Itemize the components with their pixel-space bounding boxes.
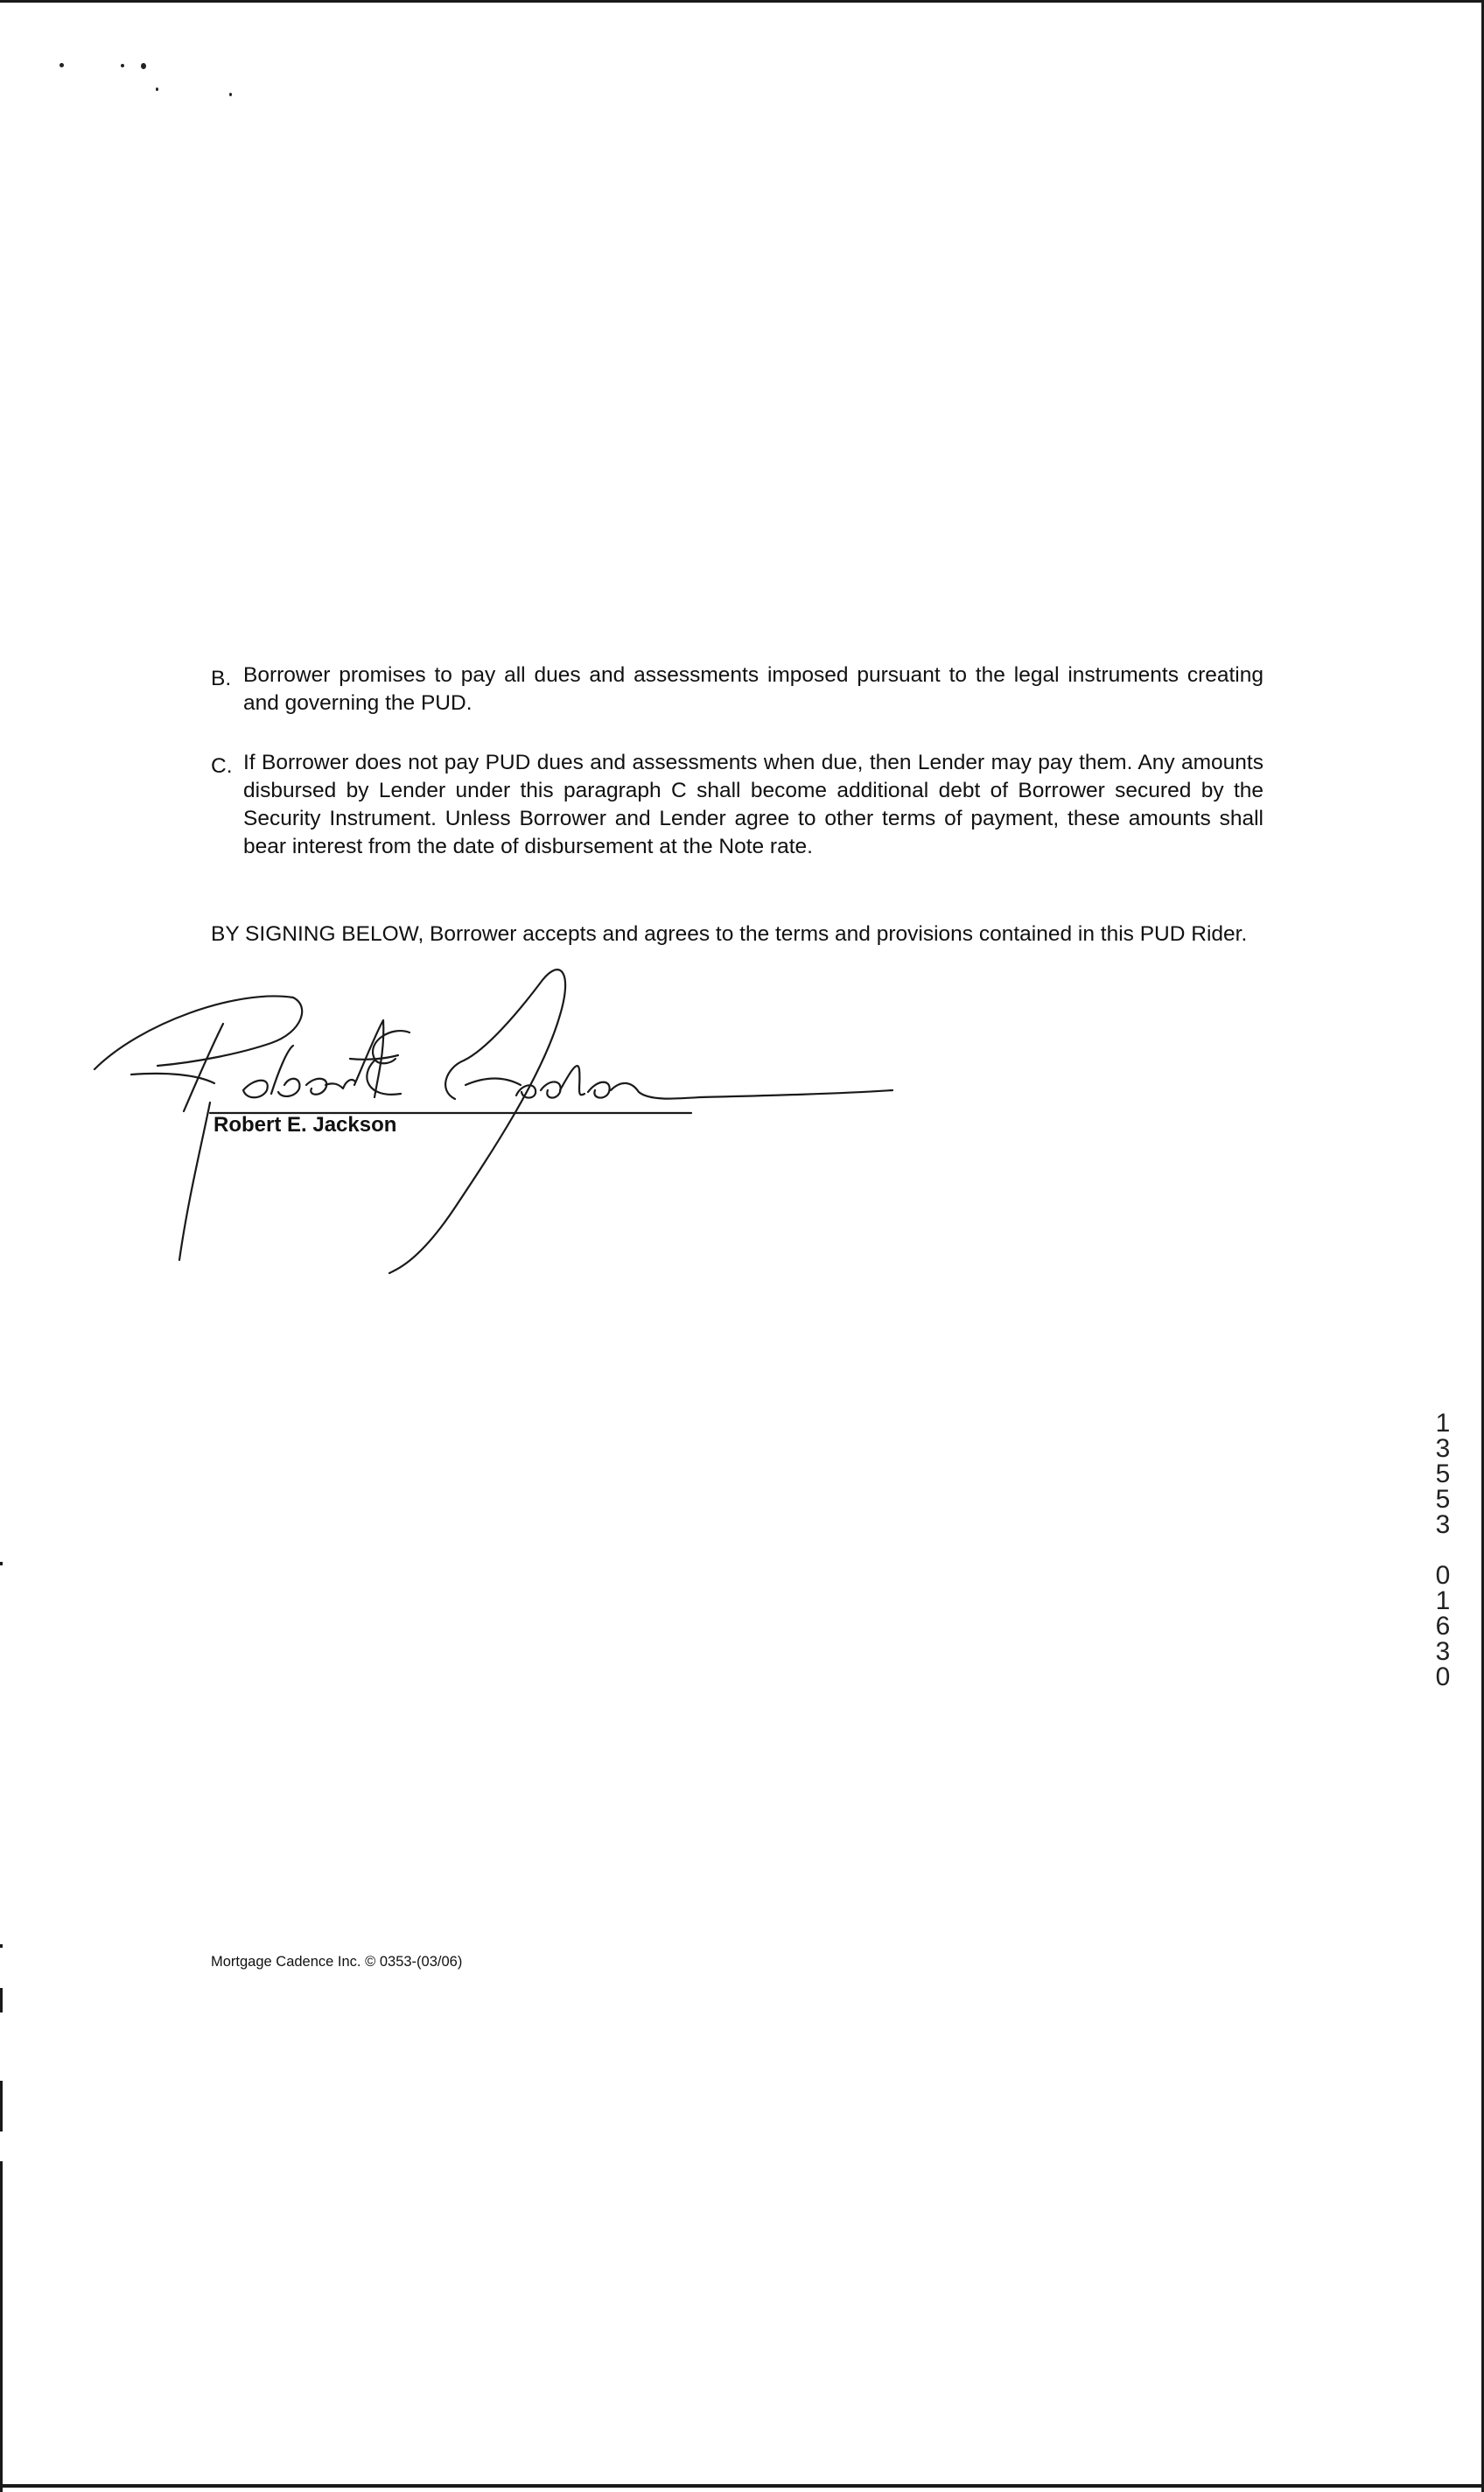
paragraph-b: Borrower promises to pay all dues and assessments imposed pursuant to the legal instruments creating and governing the PUD. — [243, 663, 1264, 715]
stamp-character: 6 — [1435, 1612, 1451, 1641]
form-footer: Mortgage Cadence Inc. © 0353-(03/06) — [211, 1954, 463, 1970]
scan-speck — [141, 63, 146, 69]
page-border-top — [0, 0, 1484, 3]
document-stamp-number — [1430, 1410, 1456, 1690]
scan-speck — [156, 88, 158, 91]
scan-speck — [60, 63, 64, 67]
signing-statement: BY SIGNING BELOW, Borrower accepts and agrees to the terms and provisions contained in this PUD Rider. — [211, 922, 1248, 946]
stamp-character: 3 — [1435, 1434, 1451, 1463]
scan-speck — [229, 93, 232, 96]
scan-mark — [0, 2161, 3, 2492]
scan-mark — [0, 1562, 3, 1565]
paragraph-c-letter: C. — [211, 754, 233, 778]
stamp-character: 0 — [1435, 1561, 1451, 1590]
stamp-character: 1 — [1435, 1409, 1451, 1438]
stamp-character: 5 — [1435, 1485, 1451, 1514]
scan-mark — [0, 1944, 3, 1948]
paragraph-b-letter: B. — [211, 667, 232, 690]
signer-name: Robert E. Jackson — [214, 1113, 397, 1137]
scan-mark — [0, 2081, 3, 2132]
scan-mark — [0, 1988, 3, 2012]
paragraph-c: If Borrower does not pay PUD dues and assessments when due, then Lender may pay them. Any amounts disbursed by Lender under this paragraph C shall become additional debt of Borrower secured by the Security Instrument. Unless Borrower and Lender agree to other terms of payment, these amounts shall bear interest from the date of disbursement at the Note rate. — [243, 751, 1264, 858]
stamp-character: 3 — [1435, 1510, 1451, 1539]
page-border-bottom — [0, 2484, 1484, 2488]
stamp-character: 3 — [1435, 1637, 1451, 1666]
scan-speck — [121, 64, 124, 67]
stamp-character: 1 — [1435, 1586, 1451, 1615]
stamp-character: 0 — [1435, 1662, 1451, 1691]
stamp-character — [1430, 1537, 1456, 1563]
stamp-character: 5 — [1435, 1460, 1451, 1488]
